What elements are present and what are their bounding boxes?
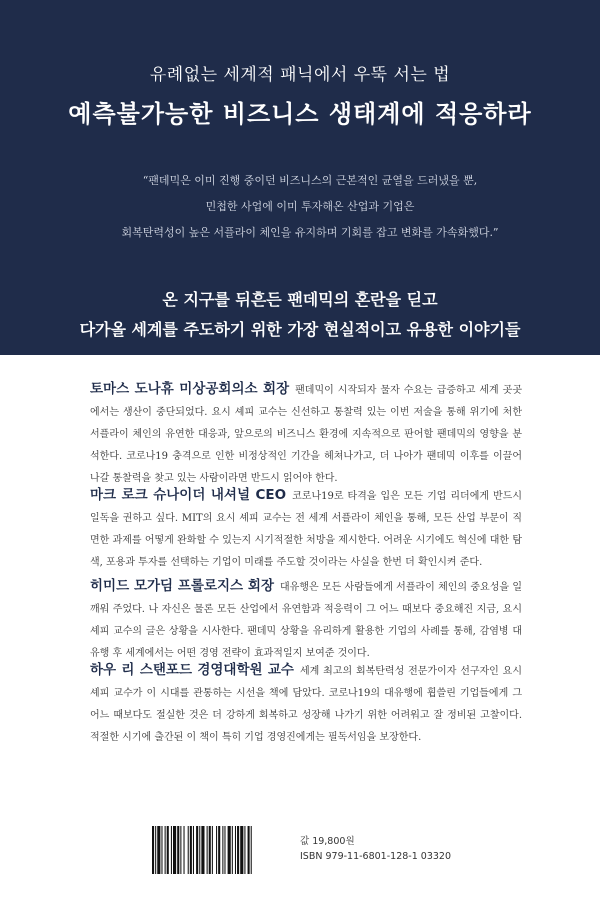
endorser-name: 마크 로크 슈나이더 내셔널 CEO bbox=[90, 487, 287, 503]
price-block bbox=[300, 834, 451, 864]
kicker-text: 유례없는 세계적 패닉에서 우뚝 서는 법 bbox=[149, 65, 451, 85]
headline-text: 예측불가능한 비즈니스 생태계에 적응하라 bbox=[68, 100, 532, 128]
endorser-name: 히미드 모가딤 프롤로지스 회장 bbox=[90, 578, 274, 594]
endorsement bbox=[90, 484, 522, 574]
endorsement bbox=[90, 575, 522, 665]
lead-text bbox=[0, 285, 600, 345]
lead-line: 온 지구를 뒤흔든 팬데믹의 혼란을 딛고 bbox=[162, 290, 438, 309]
barcode-graphic bbox=[150, 826, 288, 874]
endorser-name: 토마스 도나휴 미상공회의소 회장 bbox=[90, 381, 290, 397]
price-text: 값 19,800원 bbox=[300, 836, 355, 847]
endorsement bbox=[90, 378, 522, 490]
quote-line: 회복탄력성이 높은 서플라이 체인을 유지하며 기회를 잡고 변화를 가속화했다.” bbox=[121, 226, 499, 239]
endorsement-text: 세계 최고의 회복탄력성 전문가이자 선구자인 요시 셰피 교수가 이 시대를 관통하는 시선을 책에 담았다. 코로나19의 대유행에 휩쓸린 기업들에게 그 어느 때보다도 절실한 것은 더 강하게 회복하고 성장해 나가기 위한 어려워고 잘 정비된 고찰이다. 적절한 시기에 출간된 이 책이 특히 기업 경영진에게는 필독서임을 보장한다. bbox=[90, 666, 522, 743]
endorsement-text: 대유행은 모든 사람들에게 서플라이 체인의 중요성을 일깨워 주었다. 나 자신은 물론 모든 산업에서 유연함과 적응력이 그 어느 때보다 중요해진 지금, 요시 셰피 교수의 글은 상황을 시사한다. 팬데믹 상황을 유리하게 활용한 기업의 사례를 통해, 감염병 대유행 후 세계에서는 어떤 경영 전략이 효과적일지 보여준 것이다. bbox=[90, 582, 522, 659]
endorsement-text: 팬데믹이 시작되자 물자 수요는 급증하고 세계 곳곳에서는 생산이 중단되었다. 요시 셰피 교수는 신선하고 통찰력 있는 이번 저술을 통해 위기에 처한 서플라이 체인의 유연한 대응과, 앞으로의 비즈니스 환경에 지속적으로 판어할 팬데믹의 영향을 분석한다. 코로나19 충격으로 인한 비정상적인 기간을 헤쳐나가고, 더 나아가 팬데믹 이후를 이끌어 나갈 통찰력을 찾고 있는 사람이라면 반드시 읽어야 한다. bbox=[90, 385, 522, 484]
barcode bbox=[150, 826, 288, 874]
quote-line: “팬데믹은 이미 진행 중이던 비즈니스의 근본적인 균열을 드러냈을 뿐, bbox=[142, 174, 478, 187]
cover-top-panel bbox=[0, 0, 600, 355]
endorsement bbox=[90, 659, 522, 749]
quote-line: 민첩한 사업에 이미 투자해온 산업과 기업은 bbox=[205, 200, 415, 213]
isbn-text: ISBN 979-11-6801-128-1 03320 bbox=[300, 851, 452, 862]
pull-quote bbox=[60, 168, 560, 246]
lead-line: 다가올 세계를 주도하기 위한 가장 현실적이고 유용한 이야기들 bbox=[79, 320, 521, 339]
endorser-name: 하우 리 스탠포드 경영대학원 교수 bbox=[90, 662, 294, 678]
endorsement-text: 코로나19로 타격을 입은 모든 기업 리더에게 반드시 일독을 권하고 싶다. MIT의 요시 셰피 교수는 전 세계 서플라이 체인을 통해, 모든 산업 부문이 직면한 과제를 어떻게 완화할 수 있는지 시기적절한 처방을 제시한다. 어려운 시기에도 혁신에 대한 탐색, 포용과 투자를 선택하는 기업이 미래를 주도할 것이라는 사실을 한번 더 확인시켜 준다. bbox=[90, 491, 523, 568]
